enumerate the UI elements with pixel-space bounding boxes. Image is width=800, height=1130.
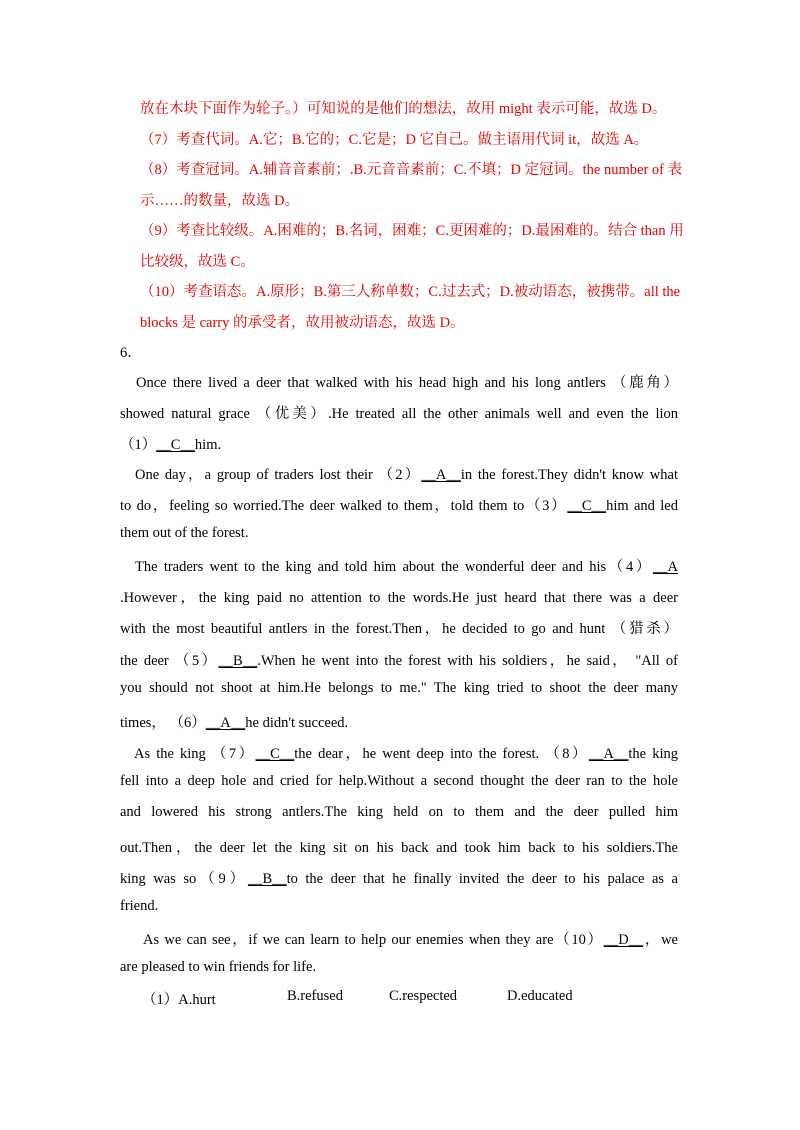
passage-line: and lowered his strong antlers.The king held on to them and the deer pulled him	[120, 804, 678, 820]
passage-line: fell into a deep hole and cried for help.Without a second thought the deer ran to the hole	[120, 773, 678, 789]
passage-line: with the most beautiful antlers in the forest.Then，he decided to go and hunt （猎杀）	[120, 621, 678, 637]
passage-line: the deer （5）__B__.When he went into the forest with his soldiers，he said， "All of	[120, 653, 678, 669]
passage-line: out.Then，the deer let the king sit on his back and took him back to his soldiers.The	[120, 840, 678, 856]
option-c: C.respected	[389, 988, 458, 1004]
question-number: 6．	[120, 345, 142, 361]
passage-line: showed natural grace （优美）.He treated all the other animals well and even the lion	[120, 406, 678, 422]
explanation-line: blocks 是 carry 的承受者，故用被动语态，故选 D。	[140, 315, 465, 331]
answer-blank-3: __C__	[567, 498, 607, 514]
option-a: A.hurt	[178, 992, 216, 1008]
answer-blank-6: __A__	[205, 715, 246, 731]
explanation-line: （10）考查语态。A.原形；B.第三人称单数；C.过去式；D.被动语态，被携带。all the	[140, 284, 681, 300]
passage-line: king was so（9）__B__to the deer that he finally invited the deer to his palace as a	[120, 871, 678, 887]
answer-blank-1: __C__	[156, 437, 195, 453]
passage-line: Once there lived a deer that walked with his head high and his long antlers （鹿角）	[136, 375, 678, 391]
passage-line: to do，feeling so worried.The deer walked to them，told them to（3）__C__him and led	[120, 498, 678, 514]
passage-line: them out of the forest.	[120, 525, 249, 541]
explanation-line: 比较级，故选 C。	[140, 254, 255, 270]
answer-blank-4: __A	[653, 559, 678, 575]
explanation-line: （7）考查代词。A.它；B.它的；C.它是；D 它自己。做主语用代词 it，故选 A。	[140, 132, 649, 148]
answer-blank-5: __B__	[218, 653, 258, 669]
passage-line: are pleased to win friends for life.	[120, 959, 317, 975]
passage-line: The traders went to the king and told him about the wonderful deer and his（4）__A	[135, 559, 678, 575]
option-d: D.educated	[507, 988, 573, 1004]
passage-line: times， （6）__A__he didn't succeed.	[120, 715, 349, 731]
passage-line: .However，the king paid no attention to the words.He just heard that there was a deer	[120, 590, 678, 606]
options-label: （1）A.hurt	[142, 992, 216, 1008]
passage-line: friend.	[120, 898, 159, 914]
explanation-line: （9）考查比较级。A.困难的；B.名词，困难；C.更困难的；D.最困难的。结合 than 用	[140, 223, 684, 239]
explanation-line: （8）考查冠词。A.辅音音素前；.B.元音音素前；C.不填；D 定冠词。the number of 表	[140, 162, 683, 178]
explanation-line: 示……的数量，故选 D。	[140, 193, 300, 209]
option-b: B.refused	[287, 988, 343, 1004]
answer-blank-7: __C__	[255, 746, 295, 762]
answer-blank-8: __A__	[588, 746, 629, 762]
explanation-line: 放在木块下面作为轮子。）可知说的是他们的想法，故用 might 表示可能，故选 D。	[140, 101, 667, 117]
passage-line: you should not shoot at him.He belongs to me." The king tried to shoot the deer many	[120, 680, 678, 696]
answer-blank-9: __B__	[247, 871, 287, 887]
answer-blank-2: __A__	[421, 467, 461, 483]
answer-blank-10: __D__	[603, 932, 644, 948]
passage-line: As the king （7）__C__the dear，he went deep into the forest. （8）__A__the king	[134, 746, 678, 762]
passage-line: One day，a group of traders lost their （2）__A__in the forest.They didn't know what	[135, 467, 678, 483]
passage-line: （1）__C__him.	[120, 437, 222, 453]
passage-line: As we can see，if we can learn to help our enemies when they are（10）__D__，we	[143, 932, 678, 948]
